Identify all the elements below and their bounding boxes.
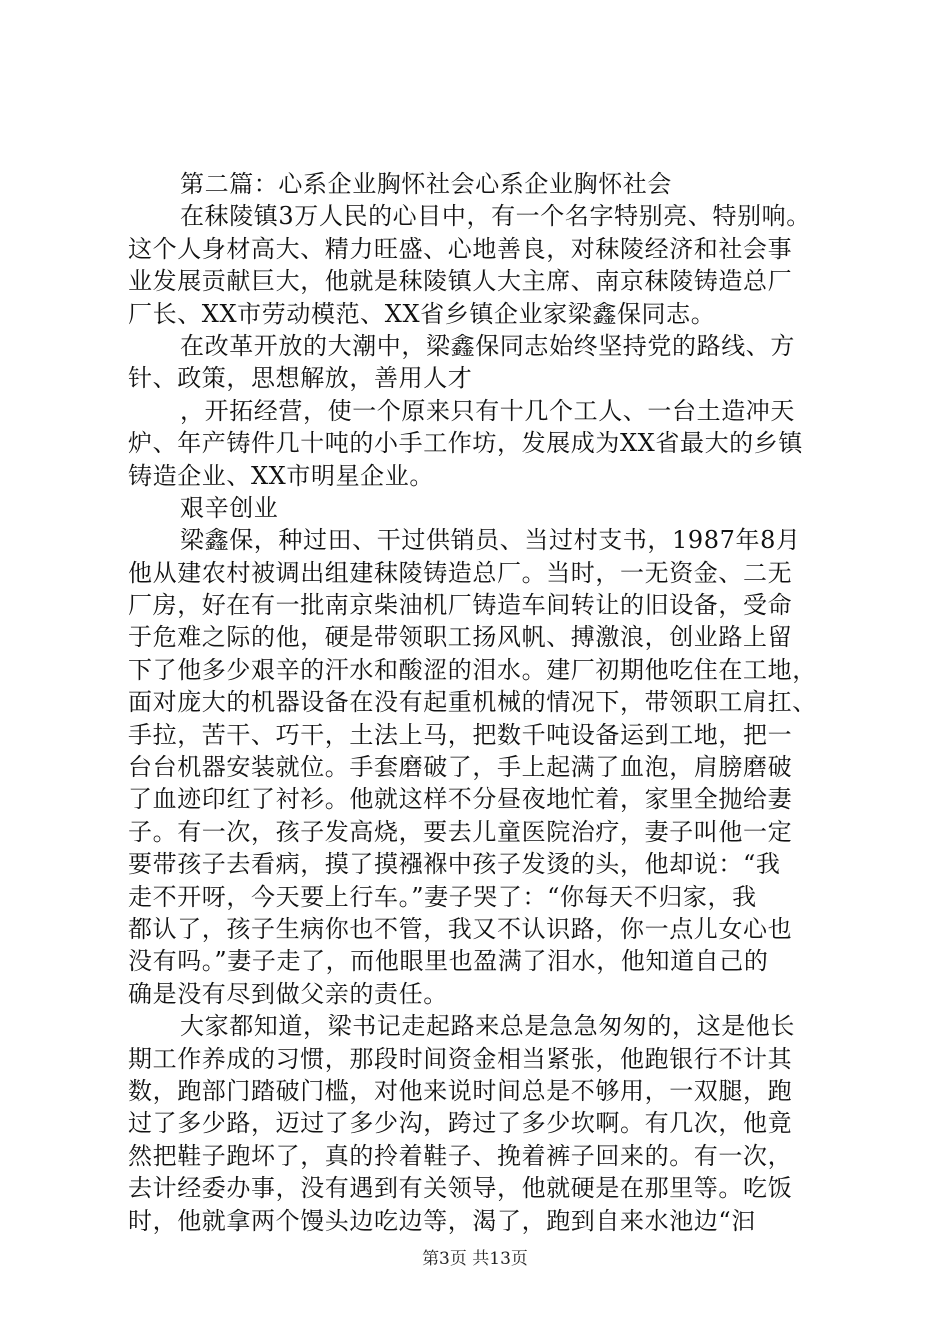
document-body xyxy=(128,168,828,1237)
text-line: 去计经委办事，没有遇到有关领导，他就硬是在那里等。吃饭 xyxy=(128,1174,793,1203)
text-line: 这个人身材高大、精力旺盛、心地善良，对秣陵经济和社会事 xyxy=(128,234,793,263)
text-line: 数，跑部门踏破门槛，对他来说时间总是不够用，一双腿，跑 xyxy=(128,1076,793,1105)
text-line: 都认了，孩子生病你也不管，我又不认识路，你一点儿女心也 xyxy=(128,914,793,943)
text-line: 针、政策，思想解放，善用人才 xyxy=(128,364,473,393)
text-line: 过了多少路，迈过了多少沟，跨过了多少坎啊。有几次，他竟 xyxy=(128,1109,793,1138)
text-line: 大家都知道，梁书记走起路来总是急急匆匆的，这是他长 xyxy=(180,1012,795,1041)
text-line: 第二篇：心系企业胸怀社会心系企业胸怀社会 xyxy=(180,170,672,198)
text-line: 于危难之际的他，硬是带领职工扬风帆、搏激浪，创业路上留 xyxy=(128,623,793,652)
text-line: 下了他多少艰辛的汗水和酸涩的泪水。建厂初期他吃住在工地， xyxy=(128,655,817,684)
text-line: 梁鑫保，种过田、干过供销员、当过村支书，1987年8月 xyxy=(180,526,801,555)
text-line: 业发展贡献巨大，他就是秣陵镇人大主席、南京秣陵铸造总厂 xyxy=(128,267,793,296)
page-footer: 第3页 共13页 xyxy=(422,1249,528,1269)
text-line: 他从建农村被调出组建秣陵铸造总厂。当时，一无资金、二无 xyxy=(128,558,793,587)
text-line: 手拉，苦干、巧干，土法上马，把数千吨设备运到工地，把一 xyxy=(128,720,793,749)
text-line: 确是没有尽到做父亲的责任。 xyxy=(128,979,448,1008)
text-line: 炉、年产铸件几十吨的小手工作坊，发展成为XX省最大的乡镇 xyxy=(128,429,803,458)
text-line: 台台机器安装就位。手套磨破了，手上起满了血泡，肩膀磨破 xyxy=(128,753,793,782)
text-line: 铸造企业、XX市明星企业。 xyxy=(128,461,434,490)
text-line: 厂房，好在有一批南京柴油机厂铸造车间转让的旧设备，受命 xyxy=(128,591,793,620)
text-line: 时，他就拿两个馒头边吃边等，渴了，跑到自来水池边“汩 xyxy=(128,1206,756,1235)
text-line: 艰辛创业 xyxy=(180,493,279,522)
text-line: 要带孩子去看病，摸了摸襁褓中孩子发烫的头，他却说：“我 xyxy=(128,850,781,879)
text-line: 厂长、XX市劳动模范、XX省乡镇企业家梁鑫保同志。 xyxy=(128,299,716,328)
text-line: 走不开呀，今天要上行车。”妻子哭了：“你每天不归家，我 xyxy=(128,882,757,911)
text-line: 没有吗。”妻子走了，而他眼里也盈满了泪水，他知道自己的 xyxy=(128,947,769,976)
text-line: 子。有一次，孩子发高烧，要去儿童医院治疗，妻子叫他一定 xyxy=(128,817,793,846)
text-line: 在秣陵镇3万人民的心目中，有一个名字特别亮、特别响。 xyxy=(180,202,811,231)
text-line: ，开拓经营，使一个原来只有十几个工人、一台土造冲天 xyxy=(180,396,795,425)
text-line: 面对庞大的机器设备在没有起重机械的情况下，带领职工肩扛、 xyxy=(128,688,817,717)
text-line: 了血迹印红了衬衫。他就这样不分昼夜地忙着，家里全抛给妻 xyxy=(128,785,793,814)
text-line: 然把鞋子跑坏了，真的拎着鞋子、挽着裤子回来的。有一次， xyxy=(128,1141,793,1170)
text-line: 期工作养成的习惯，那段时间资金相当紧张，他跑银行不计其 xyxy=(128,1044,793,1073)
text-line: 在改革开放的大潮中，梁鑫保同志始终坚持党的路线、方 xyxy=(180,331,795,360)
